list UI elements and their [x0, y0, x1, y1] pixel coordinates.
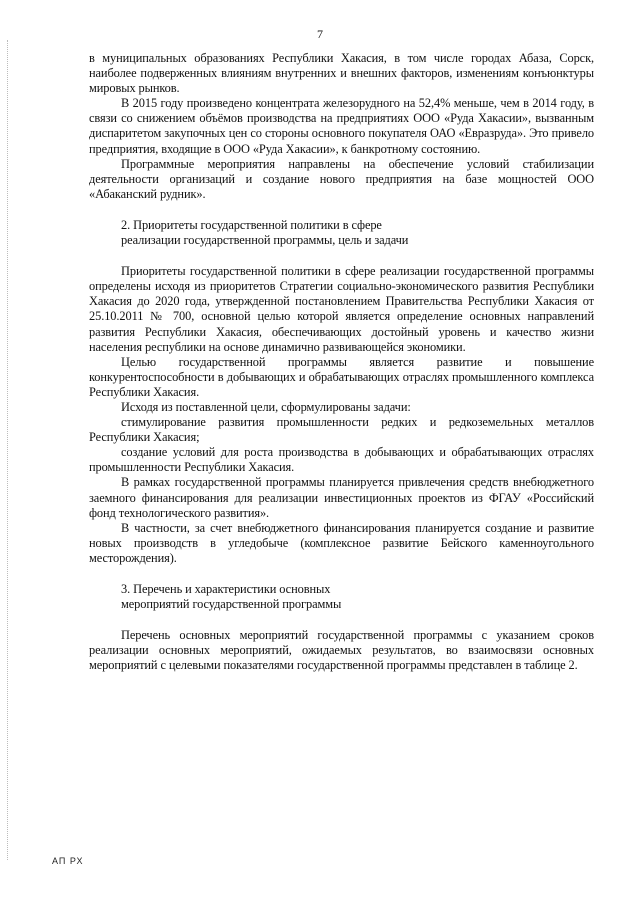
paragraph: В частности, за счет внебюджетного финансирования планируется создание и развитие новых производств в угледобыче (комплексное развитие Бейского каменноугольного месторождения). — [89, 520, 594, 565]
spacer — [89, 566, 594, 582]
paragraph: Приоритеты государственной политики в сфере реализации государственной программы определены исходя из приоритетов Стратегии социально-экономического развития Республики Хакасия до 2020 года, утвержденной постановлением Правительства Республики Хакасия от 25.10.2011 № 700, основной целью которой является определение основных направлений развития Республики Хакасия, обеспечивающих достойный уровень и качество жизни населения республики на основе динамично развивающейся экономики. — [89, 264, 594, 354]
paragraph: Целью государственной программы является развитие и повышение конкурентоспособности в добывающих и обрабатывающих отраслях промышленного комплекса Республики Хакасия. — [89, 354, 594, 399]
paragraph: создание условий для роста производства в добывающих и обрабатывающих отраслях промышленности Республики Хакасия. — [89, 445, 594, 475]
paragraph: Перечень основных мероприятий государственной программы с указанием сроков реализации основных мероприятий, ожидаемых результатов, во взаимосвязи основных мероприятий с целевыми показателями государственной программы представлен в таблице 2. — [89, 628, 594, 673]
page-number: 7 — [317, 27, 323, 41]
document-body — [89, 51, 594, 673]
spacer — [89, 612, 594, 628]
spacer — [89, 248, 594, 264]
section-heading-line: реализации государственной программы, цель и задачи — [121, 233, 409, 248]
paragraph: стимулирование развития промышленности редких и редкоземельных металлов Республики Хакасия; — [89, 415, 594, 445]
paragraph: В рамках государственной программы планируется привлечения средств внебюджетного заемного финансирования для реализации инвестиционных проектов из ФГАУ «Российский фонд технологического развития». — [89, 475, 594, 520]
scan-edge — [7, 40, 9, 860]
section-heading-line: мероприятий государственной программы — [121, 597, 342, 612]
footer-mark: АП РХ — [52, 856, 84, 866]
paragraph: Исходя из поставленной цели, сформулированы задачи: — [121, 399, 411, 414]
paragraph: Программные мероприятия направлены на обеспечение условий стабилизации деятельности организаций и создание нового предприятия на базе мощностей ООО «Абаканский рудник». — [89, 156, 594, 201]
section-heading-line: 2. Приоритеты государственной политики в сфере — [121, 217, 382, 232]
section-heading-line: 3. Перечень и характеристики основных — [121, 582, 331, 596]
paragraph: в муниципальных образованиях Республики Хакасия, в том числе городах Абаза, Сорск, наиболее подверженных влияниям внутренних и внешних факторов, изменениям конъюнктуры мировых рынков. — [89, 51, 594, 96]
paragraph: В 2015 году произведено концентрата железорудного на 52,4% меньше, чем в 2014 году, в связи со снижением объёмов производства на предприятиях ООО «Руда Хакасии», вызванным диспаритетом закупочных цен со стороны основного покупателя ОАО «Евразруда». Это привело предприятия, входящие в ООО «Руда Хакасии», к банкротному состоянию. — [89, 96, 594, 156]
spacer — [89, 202, 594, 218]
